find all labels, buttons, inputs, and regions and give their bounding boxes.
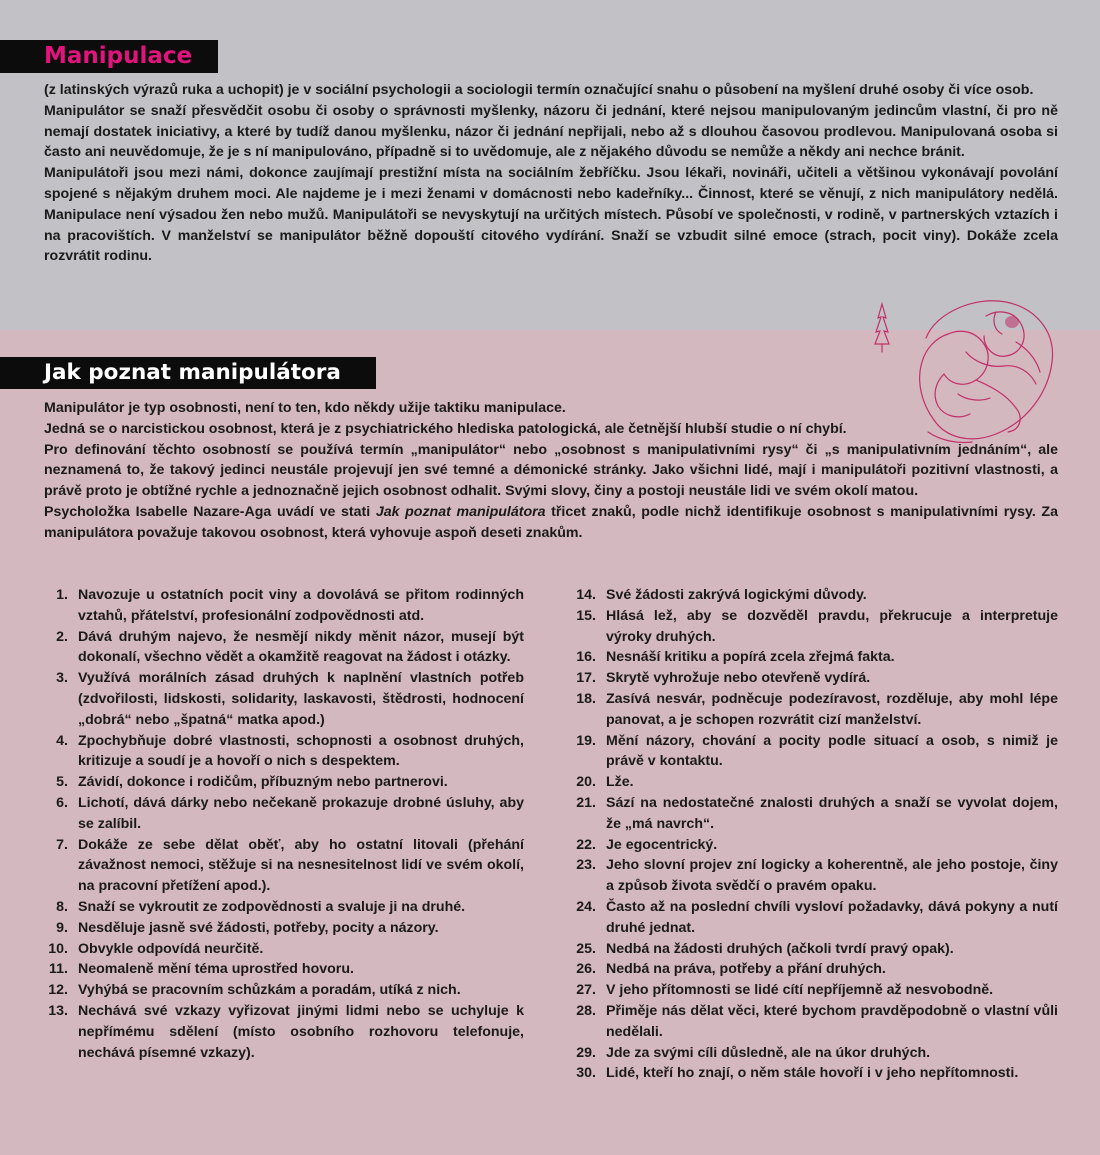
- list-item: [572, 1001, 1058, 1043]
- list-item-number: 6.: [56, 794, 68, 811]
- list-item: [44, 793, 524, 835]
- list-item-text: Zasívá nesvár, podněcuje podezíravost, rozděluje, aby mohl lépe panovat, a je schopen rozvrátit cizí manželství.: [606, 690, 1058, 728]
- list-item-text: Dává druhým najevo, že nesmějí nikdy měnit názor, musejí být dokonalí, všechno vědět a okamžitě reagovat na žádost i otázky.: [78, 628, 524, 666]
- list-item-number: 21.: [576, 794, 596, 811]
- list-item-number: 27.: [576, 982, 596, 999]
- list-item-number: 15.: [576, 607, 596, 624]
- signs-list-right: [572, 585, 1058, 1084]
- list-item-number: 22.: [576, 836, 596, 853]
- list-item-number: 12.: [48, 982, 68, 999]
- list-item-text: Navozuje u ostatních pocit viny a dovolává se přitom rodinných vztahů, přátelství, profesionální zodpovědnosti atd.: [78, 587, 524, 624]
- paragraph: [44, 502, 1058, 544]
- list-item: [44, 959, 524, 980]
- list-item-text: Sází na nedostatečné znalosti druhých a snaží se vyvolat dojem, že „má navrch“.: [606, 794, 1058, 832]
- list-item-number: 13.: [48, 1002, 68, 1019]
- list-item-text: Lidé, kteří ho znají, o něm stále hovoří i v jeho nepřítomnosti.: [606, 1065, 1019, 1082]
- list-item-text: Jde za svými cíli důsledně, ale na úkor druhých.: [606, 1044, 931, 1061]
- list-item-text: Nedbá na žádosti druhých (ačkoli tvrdí pravý opak).: [606, 940, 954, 957]
- list-item: [572, 585, 1058, 606]
- list-item-number: 18.: [576, 690, 596, 707]
- list-item: [44, 627, 524, 669]
- list-item: [572, 793, 1058, 835]
- section-manipulace-body: [44, 80, 1058, 267]
- list-item-number: 29.: [576, 1044, 596, 1061]
- paragraph: Jedná se o narcistickou osobnost, která je z psychiatrického hlediska patologická, ale četnější hlubší studie o ní chybí.: [44, 420, 847, 437]
- list-item-number: 23.: [576, 857, 596, 874]
- list-item: [44, 897, 524, 918]
- list-item: [572, 606, 1058, 648]
- list-item: [44, 668, 524, 730]
- paragraph: Pro definování těchto osobností se používá termín „manipulátor“ nebo „osobnost s manipulativními rysy“ či „s manipulativním jednáním“, ale neznamená to, že takový jedinci neustále projevují jen své temné a démonické stránky. Jako všichni lidé, mají i manipulátoři pozitivní vlastnosti, a právě proto je obtížné rychle a jednoznačně jejich osobnost odhalit. Svými slovy, činy a postoji neustále lidi ve svém okolí matou.: [44, 441, 1058, 500]
- list-item-text: Snaží se vykroutit ze zodpovědnosti a svaluje ji na druhé.: [78, 898, 466, 915]
- list-item-text: Nedbá na práva, potřeby a přání druhých.: [606, 961, 886, 978]
- list-item-number: 1.: [56, 587, 68, 603]
- list-item: [44, 835, 524, 897]
- list-item: [572, 959, 1058, 980]
- list-item-number: 20.: [576, 774, 596, 791]
- list-item-text: Vyhýbá se pracovním schůzkám a poradám, utíká z nich.: [78, 982, 461, 999]
- list-item-text: Je egocentrický.: [606, 836, 718, 853]
- article-title: Jak poznat manipulátora: [375, 503, 546, 520]
- list-item: [44, 585, 524, 627]
- section-title-manipulace: Manipulace: [0, 40, 218, 73]
- list-item-number: 25.: [576, 940, 596, 957]
- list-item-number: 2.: [56, 628, 68, 645]
- list-item-number: 7.: [56, 836, 68, 853]
- paragraph-text: Psycholožka Isabelle Nazare-Aga uvádí ve stati: [44, 503, 376, 520]
- list-item-text: Často až na poslední chvíli vysloví požadavky, dává pokyny a nutí druhé jednat.: [606, 898, 1058, 936]
- paragraph: (z latinských výrazů ruka a uchopit) je v sociální psychologii a sociologii termín označující snahu o působení na myšlení druhé osoby či více osob.: [44, 82, 1034, 98]
- list-item-number: 5.: [56, 774, 68, 791]
- list-item: [44, 918, 524, 939]
- section-title-jak-poznat-manipulatora: Jak poznat manipulátora: [0, 357, 376, 389]
- list-item-text: Obvykle odpovídá neurčitě.: [78, 940, 264, 957]
- list-item-text: Přiměje nás dělat věci, které bychom pravděpodobně o vlastní vůli nedělali.: [606, 1002, 1058, 1040]
- list-item: [572, 835, 1058, 856]
- list-item-number: 16.: [576, 649, 596, 666]
- list-item-number: 8.: [56, 898, 68, 915]
- list-item-number: 9.: [56, 919, 68, 936]
- list-item-text: Dokáže ze sebe dělat oběť, aby ho ostatní litovali (přehání závažnost nemoci, stěžuje si na nesnesitelnost lidí ve svém okolí, na pracovní přetížení apod.).: [78, 836, 524, 895]
- paragraph: Manipulátor se snaží přesvědčit osobu či osoby o správnosti myšlenky, názoru či jednání, které nejsou manipulovaným jedincům vlastní, či pro ně nemají dostatek iniciativy, a které by tudíž danou myšlenku, názor či jednání nepřijali, nebo až s dlouhou časovou prodlevou. Manipulovaná osoba si často ani neuvědomuje, že je s ní manipulováno, případně si to uvědomuje, ale z nějakého důvodu se nemůže a někdy ani nechce bránit.: [44, 102, 1058, 161]
- list-item: [572, 689, 1058, 731]
- list-item: [572, 980, 1058, 1001]
- list-item-text: Lichotí, dává dárky nebo nečekaně prokazuje drobné úsluhy, aby se zalíbil.: [78, 794, 524, 832]
- list-item-text: Nesděluje jasně své žádosti, potřeby, pocity a názory.: [78, 919, 439, 936]
- list-item-text: Závidí, dokonce i rodičům, příbuzným nebo partnerovi.: [78, 774, 448, 791]
- list-item: [572, 647, 1058, 668]
- list-item-text: Nesnáší kritiku a popírá zcela zřejmá fakta.: [606, 649, 895, 666]
- list-item-number: 30.: [576, 1065, 596, 1082]
- list-item: [572, 772, 1058, 793]
- list-item-text: Neomaleně mění téma uprostřed hovoru.: [78, 961, 354, 978]
- list-item: [44, 939, 524, 960]
- list-item-text: Zpochybňuje dobré vlastnosti, schopnosti a osobnost druhých, kritizuje a soudí je a hovoří o nich s despektem.: [78, 732, 524, 770]
- list-item: [572, 1043, 1058, 1064]
- paragraph: Manipulátoři jsou mezi námi, dokonce zaujímají prestižní místa na sociálním žebříčku. Jsou lékaři, novináři, učiteli a většinou vykonávají povolání spojené s nějakým druhem moci. Ale najdeme je i mezi ženami v domácnosti nebo kadeřníky... Činnost, které se věnují, z nich manipulátory nedělá. Manipulace není výsadou žen nebo mužů. Manipulátoři se nevyskytují na určitých místech. Působí ve společnosti, v rodině, v partnerských vztazích i na pracovištích. V manželství se manipulátor běžně dopouští citového vydírání. Snaží se vzbudit silné emoce (strach, pocit viny). Dokáže zcela rozvrátit rodinu.: [44, 165, 1058, 265]
- list-item-text: Skrytě vyhrožuje nebo otevřeně vydírá.: [606, 670, 871, 687]
- list-item: [44, 772, 524, 793]
- paragraph: Manipulátor je typ osobnosti, není to ten, kdo někdy užije taktiku manipulace.: [44, 400, 566, 416]
- list-item-text: Lže.: [606, 774, 634, 791]
- list-item-text: Nechává své vzkazy vyřizovat jinými lidmi nebo se uchyluje k nepřímému sdělení (místo osobního rozhovoru telefonuje, nechává písemné vzkazy).: [78, 1002, 524, 1061]
- list-item: [44, 731, 524, 773]
- list-item-number: 28.: [576, 1002, 596, 1019]
- list-item-text: Využívá morálních zásad druhých k naplnění vlastních potřeb (zdvořilosti, lidskosti, solidarity, laskavosti, štědrosti, hodnocení „dobrá“ nebo „špatná“ matka apod.): [78, 670, 524, 728]
- list-item-number: 17.: [576, 670, 596, 687]
- list-item-text: Své žádosti zakrývá logickými důvody.: [606, 587, 867, 603]
- list-item-text: Mění názory, chování a pocity podle situací a osob, s nimiž je právě v kontaktu.: [606, 732, 1058, 770]
- list-item: [572, 855, 1058, 897]
- list-item: [572, 897, 1058, 939]
- list-item: [572, 1063, 1058, 1084]
- list-item-number: 14.: [576, 587, 596, 603]
- list-item-number: 24.: [576, 898, 596, 915]
- list-item-number: 4.: [56, 732, 68, 749]
- section-jak-poznat-body: [44, 398, 1058, 544]
- paragraph-text: třicet znaků, podle nichž identifikuje osobnost s manipulativními rysy. Za manipulátora považuje takovou osobnost, která vyhovuje aspoň deseti znakům.: [44, 503, 1058, 541]
- list-item: [572, 668, 1058, 689]
- list-item-number: 3.: [56, 670, 68, 687]
- list-item: [572, 731, 1058, 773]
- list-item: [44, 980, 524, 1001]
- list-item-number: 10.: [48, 940, 68, 957]
- list-item-number: 11.: [49, 961, 68, 978]
- list-item-number: 26.: [576, 961, 596, 978]
- list-item: [572, 939, 1058, 960]
- list-item-text: Jeho slovní projev zní logicky a koherentně, ale jeho postoje, činy a způsob života svědčí o pravém opaku.: [606, 857, 1058, 895]
- signs-list-left: [44, 585, 524, 1063]
- list-item-text: Hlásá lež, aby se dozvěděl pravdu, překrucuje a interpretuje výroky druhých.: [606, 607, 1058, 645]
- list-item: [44, 1001, 524, 1063]
- list-item-text: V jeho přítomnosti se lidé cítí nepříjemně až nesvobodně.: [606, 982, 994, 999]
- list-item-number: 19.: [576, 732, 596, 749]
